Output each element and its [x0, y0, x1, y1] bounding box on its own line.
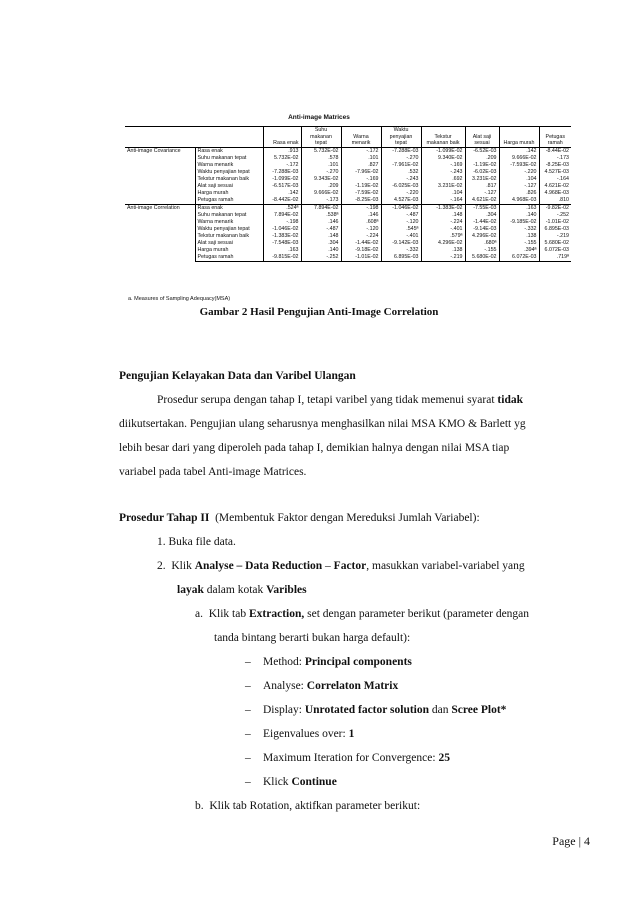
page-number: Page | 4	[552, 834, 590, 848]
table-cell: -.243	[421, 169, 465, 176]
row-group-label: Anti-image Correlation	[125, 204, 195, 261]
table-cell: -7.288E-03	[381, 147, 421, 155]
table-cell: 4.621E-02	[544, 182, 569, 189]
table-cell: -1.383E-02	[421, 204, 465, 212]
table-cell: -1.44E-02	[341, 240, 381, 247]
table-cell: -7.59E-02	[341, 190, 381, 197]
col-header: Rasa enak	[263, 127, 301, 148]
row-label: Petugas ramah	[195, 254, 263, 262]
dash-bullet-icon: –	[245, 704, 251, 716]
table-cell: -.401	[421, 226, 465, 233]
row-label: Harga murah	[195, 247, 263, 254]
table-cell: -7.548E-03	[263, 240, 301, 247]
table-title: Anti-image Matrices	[288, 114, 350, 121]
table-cell: -.172	[341, 147, 381, 155]
table-cell: -.219	[556, 232, 569, 239]
col-header: Suhu makanan tepat	[301, 127, 341, 148]
row-label: Waktu penyajian tepat	[195, 169, 263, 176]
table-cell: 9.666E-02	[499, 155, 539, 162]
row-label: Tekstur makanan baik	[195, 176, 263, 183]
table-cell: -6.025E-03	[381, 183, 421, 190]
table-cell: .692	[421, 176, 465, 183]
table-cell: -7.961E-02	[381, 162, 421, 169]
table-cell: -.172	[263, 162, 301, 169]
list-item: 1. Buka file data.	[157, 536, 236, 548]
table-cell: -.219	[421, 254, 465, 262]
table-cell: .146	[301, 219, 341, 226]
table-cell: -.332	[381, 247, 421, 254]
table-cell: 6.895E-03	[544, 225, 569, 232]
table-cell: -7.288E-03	[263, 169, 301, 176]
col-header: Tekstur makanan baik	[421, 127, 465, 148]
table-cell: 5.680E-02	[544, 239, 569, 246]
table-cell: -1.383E-02	[263, 233, 301, 240]
table-cell: .913	[263, 147, 301, 155]
bullet-item: – Eigenvalues over: 1	[119, 722, 579, 746]
table-cell: 5.732E-02	[263, 155, 301, 162]
table-cell: -.164	[556, 175, 569, 182]
section-heading: Pengujian Kelayakan Data dan Varibel Ulangan	[119, 370, 356, 382]
table-cell: 4.527E-03	[544, 168, 569, 175]
table-cell: 3.231E-02	[421, 183, 465, 190]
bullet-item: – Klick Continue	[119, 770, 579, 794]
paragraph-line: lebih besar dari yang diperoleh pada tahap I, demikian halnya dengan nilai MSA tiap	[119, 442, 510, 454]
table-cell: -.155	[499, 240, 539, 247]
table-cell: .101	[301, 162, 341, 169]
table-cell: .146	[341, 212, 381, 219]
table-cell: -.401	[381, 233, 421, 240]
table-cell: -1.099E-02	[263, 176, 301, 183]
row-group-label: Anti-image Covariance	[125, 147, 195, 204]
table-cell: -9.185E-02	[499, 219, 539, 226]
table-cell: -6.517E-03	[263, 183, 301, 190]
table-footnote: a. Measures of Sampling Adequacy(MSA)	[128, 296, 231, 302]
table-cell: -8.442E-02	[263, 197, 301, 205]
table-cell: -.220	[381, 190, 421, 197]
table-cell: -.198	[341, 204, 381, 212]
table-cell: .719ª	[539, 254, 571, 262]
dash-bullet-icon: –	[245, 656, 251, 668]
row-label: Alat saji sesuai	[195, 240, 263, 247]
row-label: Tekstur makanan baik	[195, 233, 263, 240]
table-cell: -1.01E-02	[341, 254, 381, 262]
table-cell: -8.25E-03	[545, 161, 569, 168]
table-row	[125, 204, 571, 212]
table-cell: .394ª	[499, 247, 539, 254]
table-cell: 7.894E-02	[263, 212, 301, 219]
paragraph-line: variabel pada tabel Anti-image Matrices.	[119, 466, 307, 478]
dash-bullet-icon: –	[245, 680, 251, 692]
table-cell: .138	[421, 247, 465, 254]
table-cell: -.270	[381, 155, 421, 162]
table-cell: -.169	[341, 176, 381, 183]
table-cell: -1.19E-02	[341, 183, 381, 190]
table-cell: 7.894E-02	[301, 204, 341, 212]
body-text	[119, 364, 579, 818]
table-cell: 9.666E-02	[301, 190, 341, 197]
col-header: Waktu penyajian tepat	[381, 127, 421, 148]
dash-bullet-icon: –	[245, 752, 251, 764]
table-cell: .817	[465, 183, 499, 190]
table-cell: -7.55E-03	[465, 204, 499, 212]
table-cell: 4.296E-02	[465, 233, 499, 240]
table-cell: 5.680E-02	[465, 254, 499, 262]
row-label: Waktu penyajian tepat	[195, 226, 263, 233]
table-cell: 3.231E-02	[465, 176, 499, 183]
table-cell: 9.343E-02	[301, 176, 341, 183]
table-cell: .138	[499, 233, 539, 240]
table-cell: .680ª	[465, 240, 499, 247]
table-cell: 6.895E-03	[381, 254, 421, 262]
row-label: Suhu makanan tepat	[195, 212, 263, 219]
figure-caption: Gambar 2 Hasil Pengujian Anti-Image Correlation	[199, 306, 439, 318]
row-label: Petugas ramah	[195, 197, 263, 205]
table-cell: -1.099E-02	[421, 147, 465, 155]
table-cell: 6.072E-03	[544, 246, 569, 253]
table-cell: -.224	[421, 219, 465, 226]
table-cell: .545ª	[381, 226, 421, 233]
anti-image-matrices-table	[125, 126, 571, 262]
table-cell: -.173	[556, 154, 569, 161]
table-cell: .142	[263, 190, 301, 197]
table-cell: .827	[341, 162, 381, 169]
list-item-continued: layak dalam kotak Varibles	[177, 584, 307, 596]
table-cell: -.252	[301, 254, 341, 262]
col-header: Alat saji sesuai	[465, 127, 499, 148]
table-cell: -.198	[263, 219, 301, 226]
table-cell: -.220	[499, 169, 539, 176]
section-heading: Prosedur Tahap II (Membentuk Faktor dengan Mereduksi Jumlah Variabel):	[119, 512, 480, 524]
sub-list-item: b. Klik tab Rotation, aktifkan parameter berikut:	[195, 800, 421, 812]
table-header-row	[125, 127, 571, 148]
table-cell: 5.732E-02	[301, 147, 341, 155]
row-label: Warna menarik	[195, 162, 263, 169]
table-cell: -.252	[556, 211, 569, 218]
table-cell: -1.046E-02	[263, 226, 301, 233]
row-label: Rasa enak	[195, 147, 263, 155]
table-cell: .578	[301, 155, 341, 162]
table-cell: .209	[301, 183, 341, 190]
table-cell: .104	[421, 190, 465, 197]
table-cell: -.270	[301, 169, 341, 176]
table-cell: .148	[421, 212, 465, 219]
row-label: Rasa enak	[195, 204, 263, 212]
table-cell: .163	[263, 247, 301, 254]
table-cell: -1.046E-02	[381, 204, 421, 212]
sub-list-item: a. Klik tab Extraction, set dengan parameter berikut (parameter dengan	[195, 608, 530, 620]
sub-list-item-continued: tanda bintang berarti bukan harga default):	[214, 632, 411, 644]
table-cell: -.332	[499, 226, 539, 233]
table-cell: 4.296E-02	[421, 240, 465, 247]
table-cell: -9.18E-02	[341, 247, 381, 254]
table-cell: -.127	[465, 190, 499, 197]
table-cell: 4.621E-02	[465, 197, 499, 205]
table-cell: 4.968E-03	[544, 189, 569, 196]
table-cell: -.164	[421, 197, 465, 205]
table-cell: -8.25E-03	[341, 197, 381, 205]
table-cell: .304	[465, 212, 499, 219]
table-cell: -.127	[499, 183, 539, 190]
table-cell: -9.815E-02	[263, 254, 301, 262]
table-cell: .140	[301, 247, 341, 254]
table-cell: .209	[465, 155, 499, 162]
table-cell: -8.44E-02	[545, 147, 569, 154]
table-cell: -.173	[301, 197, 341, 205]
table-cell: -.120	[381, 219, 421, 226]
table-cell: .810	[558, 196, 569, 203]
table-cell: 9.340E-02	[421, 155, 465, 162]
table-cell: -.224	[341, 233, 381, 240]
list-item: 2. Klik Analyse – Data Reduction – Factor, masukkan variabel-variabel yang	[157, 560, 525, 572]
col-header: Petugas ramah	[539, 127, 571, 148]
bullet-item: – Display: Unrotated factor solution dan Scree Plot*	[119, 698, 579, 722]
table-cell: .163	[499, 204, 539, 212]
table-cell: 4.527E-03	[381, 197, 421, 205]
table-cell: .532	[381, 169, 421, 176]
table-cell: -1.19E-02	[465, 162, 499, 169]
table-cell: -7.96E-02	[341, 169, 381, 176]
table-cell: -6.02E-03	[465, 169, 499, 176]
table-cell: -.243	[381, 176, 421, 183]
table-row	[125, 147, 571, 155]
bullet-item: – Maximum Iteration for Convergence: 25	[119, 746, 579, 770]
paragraph-line: Prosedur serupa dengan tahap I, tetapi varibel yang tidak memenui syarat tidak	[157, 394, 523, 406]
table-cell: .104	[499, 176, 539, 183]
table-cell: -9.14E-03	[465, 226, 499, 233]
table-cell: -9.142E-03	[381, 240, 421, 247]
row-label: Warna menarik	[195, 219, 263, 226]
table-cell: .148	[301, 233, 341, 240]
table-cell: -7.593E-02	[499, 162, 539, 169]
table-cell: 4.968E-03	[499, 197, 539, 205]
col-header: Warna menarik	[341, 127, 381, 148]
table-cell: .524ª	[263, 204, 301, 212]
table-cell: .826	[499, 190, 539, 197]
table-cell: -6.52E-03	[465, 147, 499, 155]
table-cell: -1.01E-02	[545, 218, 569, 225]
bullet-list	[119, 650, 579, 794]
row-label: Harga murah	[195, 190, 263, 197]
table-cell: -.120	[341, 226, 381, 233]
dash-bullet-icon: –	[245, 776, 251, 788]
table-cell: -.155	[465, 247, 499, 254]
table-cell: -.487	[301, 226, 341, 233]
table-cell: .538ª	[301, 212, 341, 219]
table-cell: .304	[301, 240, 341, 247]
row-label: Alat saji sesuai	[195, 183, 263, 190]
bullet-item: – Analyse: Correlaton Matrix	[119, 674, 579, 698]
col-header: Harga murah	[499, 127, 539, 148]
paragraph-line: diikutsertakan. Pengujian ulang seharusnya menghasilkan nilai MSA KMO & Barlett yg	[119, 418, 526, 430]
table-cell: -9.82E-02	[539, 204, 571, 212]
row-label: Suhu makanan tepat	[195, 155, 263, 162]
table-cell: -1.44E-02	[465, 219, 499, 226]
table-cell: 6.072E-03	[499, 254, 539, 262]
table-cell: .608ª	[341, 219, 381, 226]
table-cell: .140	[499, 212, 539, 219]
bullet-item: – Method: Principal components	[119, 650, 579, 674]
table-cell: -.487	[381, 212, 421, 219]
table-cell: .142	[499, 147, 539, 155]
table-cell: -.169	[421, 162, 465, 169]
table-cell: .579ª	[421, 233, 465, 240]
dash-bullet-icon: –	[245, 728, 251, 740]
table-cell: .101	[341, 155, 381, 162]
